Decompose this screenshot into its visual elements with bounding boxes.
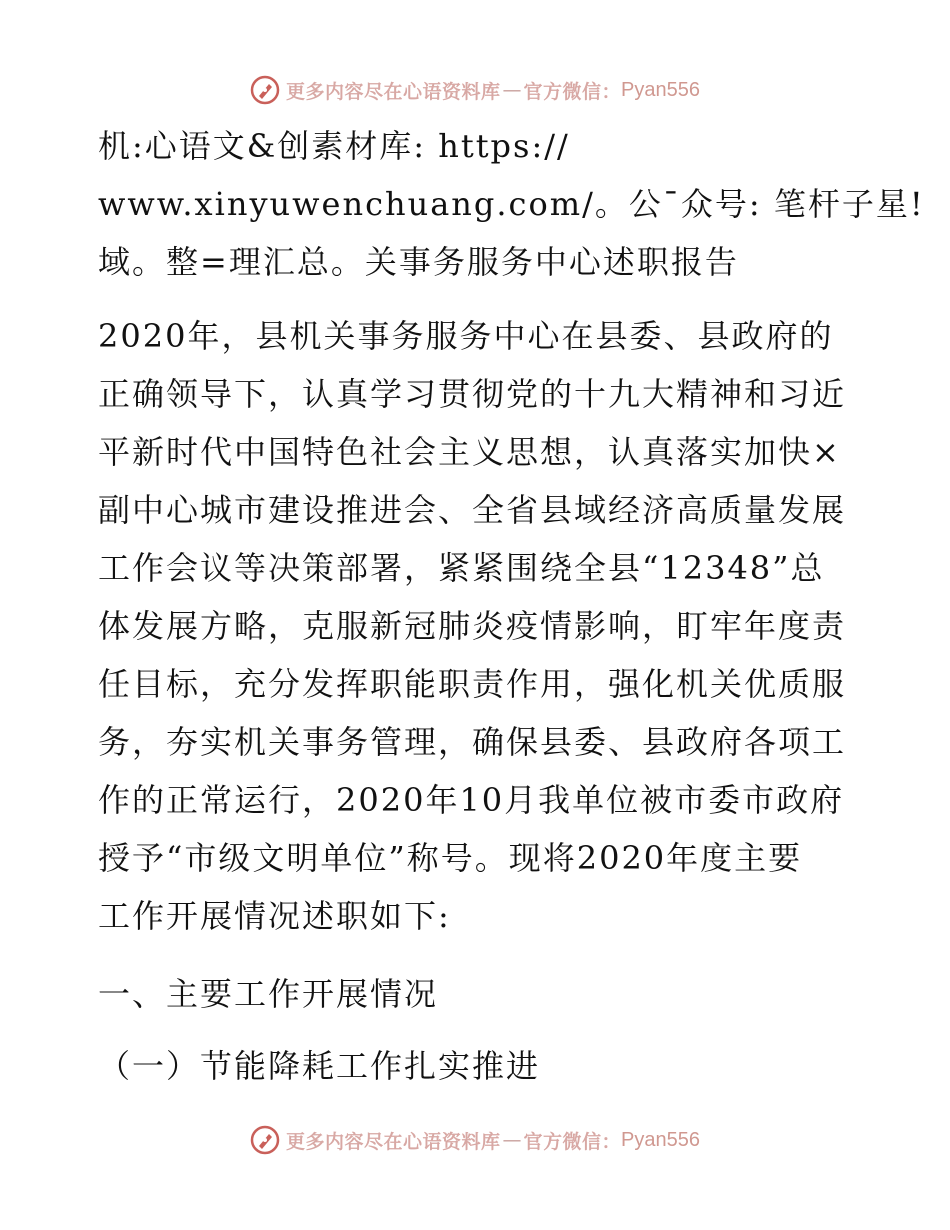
- body-line: 2020年，县机关事务服务中心在县委、县政府的: [98, 317, 834, 355]
- header-line: www.xinyuwenchuang.com/。公¯众号: 笔杆子星!: [98, 185, 925, 223]
- watermark-wechat-id: Pyan556: [621, 1128, 700, 1151]
- pen-nib-circle-icon: [250, 1125, 280, 1155]
- body-line: 工作会议等决策部署，紧紧围绕全县“12348”总: [98, 549, 825, 587]
- document-title-line: 域。整=理汇总。关事务服务中心述职报告: [98, 243, 739, 281]
- body-line: 作的正常运行，2020年10月我单位被市委市政府: [98, 781, 845, 819]
- watermark-separator: —: [502, 1129, 522, 1151]
- watermark-banner-bottom: [0, 1120, 950, 1160]
- body-line: 任目标，充分发挥职能职责作用，强化机关优质服: [98, 665, 847, 703]
- subsection-heading: （一）节能降耗工作扎实推进: [98, 1047, 541, 1085]
- body-line: 授予“市级文明单位”称号。现将2020年度主要: [98, 839, 803, 877]
- body-line: 副中心城市建设推进会、全省县域经济高质量发展: [98, 491, 847, 529]
- header-line: 机:心语文&创素材库: https://: [98, 127, 570, 165]
- body-line: 工作开展情况述职如下:: [98, 897, 451, 935]
- section-heading: 一、主要工作开展情况: [98, 975, 439, 1013]
- pen-nib-circle-icon: [250, 75, 280, 105]
- watermark-label: 官方微信：: [523, 1130, 622, 1153]
- watermark-wechat-id: Pyan556: [621, 78, 700, 101]
- watermark-banner-top: [0, 70, 950, 110]
- watermark-main-text: 更多内容尽在心语资料库: [286, 80, 501, 103]
- watermark-main-text: 更多内容尽在心语资料库: [286, 1130, 501, 1153]
- body-line: 平新时代中国特色社会主义思想，认真落实加快×: [98, 433, 841, 471]
- body-line: 正确领导下，认真学习贯彻党的十九大精神和习近: [98, 375, 847, 413]
- watermark-separator: —: [502, 79, 522, 101]
- body-line: 务，夯实机关事务管理，确保县委、县政府各项工: [98, 723, 847, 761]
- watermark-label: 官方微信：: [523, 80, 622, 103]
- body-line: 体发展方略，克服新冠肺炎疫情影响，盯牢年度责: [98, 607, 847, 645]
